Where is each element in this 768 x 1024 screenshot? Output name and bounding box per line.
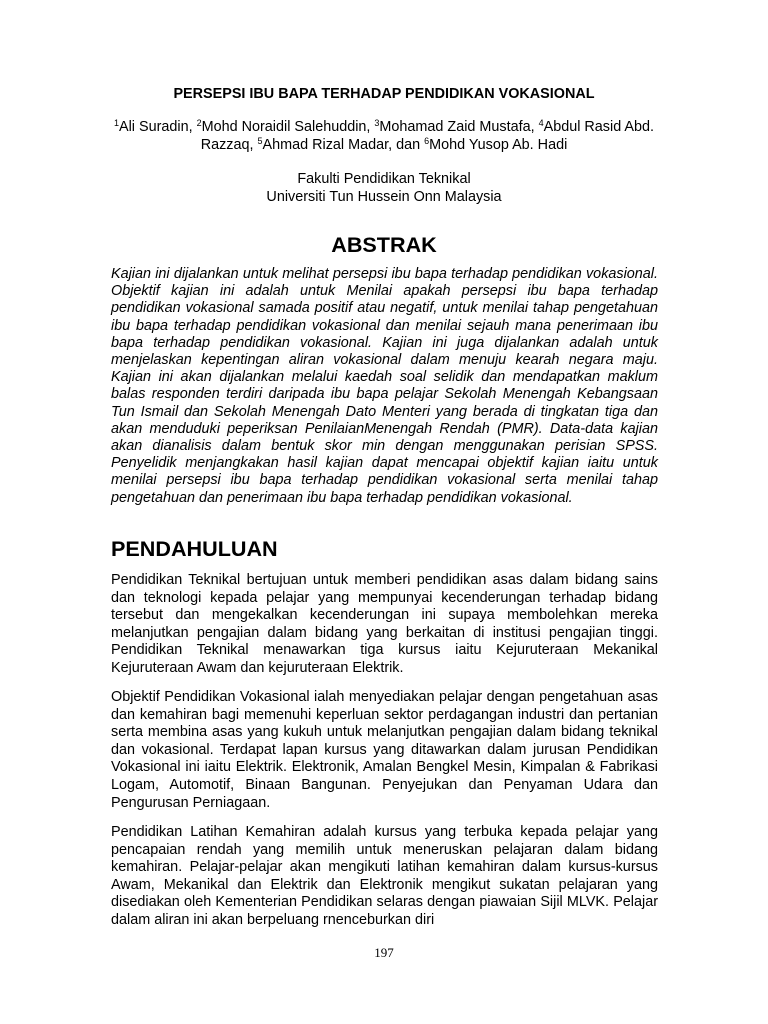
paper-title: PERSEPSI IBU BAPA TERHADAP PENDIDIKAN VOKASIONAL [173,86,595,102]
author-5-number: 5 [257,136,263,146]
section-heading: PENDAHULUAN [111,536,278,561]
author-6-number: 6 [424,136,430,146]
author-5-name: Ahmad Rizal Madar, dan [262,137,425,153]
abstract-heading: ABSTRAK [331,232,437,257]
paragraph-3: Pendidikan Latihan Kemahiran adalah kursus yang terbuka kepada pelajar yang pencapaian rendah yang memilih untuk meneruskan pelajaran dalam bidang kemahiran. Pelajar-pelajar akan mengikuti latihan kemahiran dalam kursus-kursus Awam, Mekanikal dan Elektrik dan Elektronik mengikut sukatan pelajaran yang disediakan oleh Kementerian Pendidikan selaras dengan piawaian Sijil MLVK. Pelajar dalam aliran ini akan berpeluang rnenceburkan diri [111,824,658,928]
author-3-name: Mohamad Zaid Mustafa, [379,119,539,135]
abstract-text: Kajian ini dijalankan untuk melihat persepsi ibu bapa terhadap pendidikan vokasional. Objektif kajian ini adalah untuk Menilai apakah persepsi ibu bapa terhadap pendidikan vokasional samada positif atau negatif, untuk menilai tahap pengetahuan ibu bapa terhadap pendidikan vokasional dan menilai sejauh mana penerimaan ibu bapa terhadap pendidikan vokasional. Kajian ini juga dijalankan adalah untuk menjelaskan kepentingan aliran vokasional dalam menuju kearah negara maju. Kajian ini akan dijalankan melalui kaedah soal selidik dan mendapatkan maklum balas responden terdiri daripada ibu bapa pelajar Sekolah Menengah Kebangsaan Tun Ismail dan Sekolah Menengah Dato Menteri yang berada di tingkatan tiga dan akan menduduki peperiksan PenilaianMenengah Rendah (PMR). Data-data kajian akan dianalisis dalam bentuk skor min dengan menggunakan perisian SPSS. Penyelidik menjangkakan hasil kajian dapat mencapai objektif kajian iaitu untuk menilai persepsi ibu bapa terhadap pendidikan vokasional serta menilai tahap pengetahuan dan penerimaan ibu bapa terhadap pendidikan vokasional. [111,266,658,506]
author-list [100,118,668,154]
author-4-number: 4 [538,118,544,128]
affiliation-university: Universiti Tun Hussein Onn Malaysia [266,189,502,205]
paragraph-1: Pendidikan Teknikal bertujuan untuk memberi pendidikan asas dalam bidang sains dan teknologi kepada pelajar yang mempunyai kecenderungan terhadap bidang tersebut dan mengekalkan kecenderungan ini supaya membolehkan mereka melanjutkan pengajian dalam bidang yang berkaitan di institusi pengajian tinggi. Pendidikan Teknikal menawarkan tiga kursus iaitu Kejuruteraan Mekanikal Kejuruteraan Awam dan kejuruteraan Elektrik. [111,572,658,676]
affiliation-faculty: Fakulti Pendidikan Teknikal [297,171,471,187]
author-2-name: Mohd Noraidil Salehuddin, [201,119,375,135]
paragraph-2: Objektif Pendidikan Vokasional ialah menyediakan pelajar dengan pengetahuan asas dan kemahiran bagi memenuhi keperluan sektor perdagangan industri dan pertanian serta membina asas yang kukuh untuk melanjutkan pengajian dalam bidang teknikal dan vokasional. Terdapat lapan kursus yang ditawarkan dalam jurusan Pendidikan Vokasional ini iaitu Elektrik. Elektronik, Amalan Bengkel Mesin, Kimpalan & Fabrikasi Logam, Automotif, Binaan Bangunan. Penyejukan dan Penyaman Udara dan Pengurusan Perniagaan. [111,689,658,811]
author-1-name: Ali Suradin, [119,119,197,135]
author-4-name: Abdul Rasid Abd. Razzaq, [200,119,655,153]
affiliation [0,170,768,206]
page-number: 197 [374,945,394,960]
author-6-name: Mohd Yusop Ab. Hadi [429,137,568,153]
author-2-number: 2 [196,118,202,128]
author-3-number: 3 [374,118,380,128]
author-1-number: 1 [113,118,119,128]
